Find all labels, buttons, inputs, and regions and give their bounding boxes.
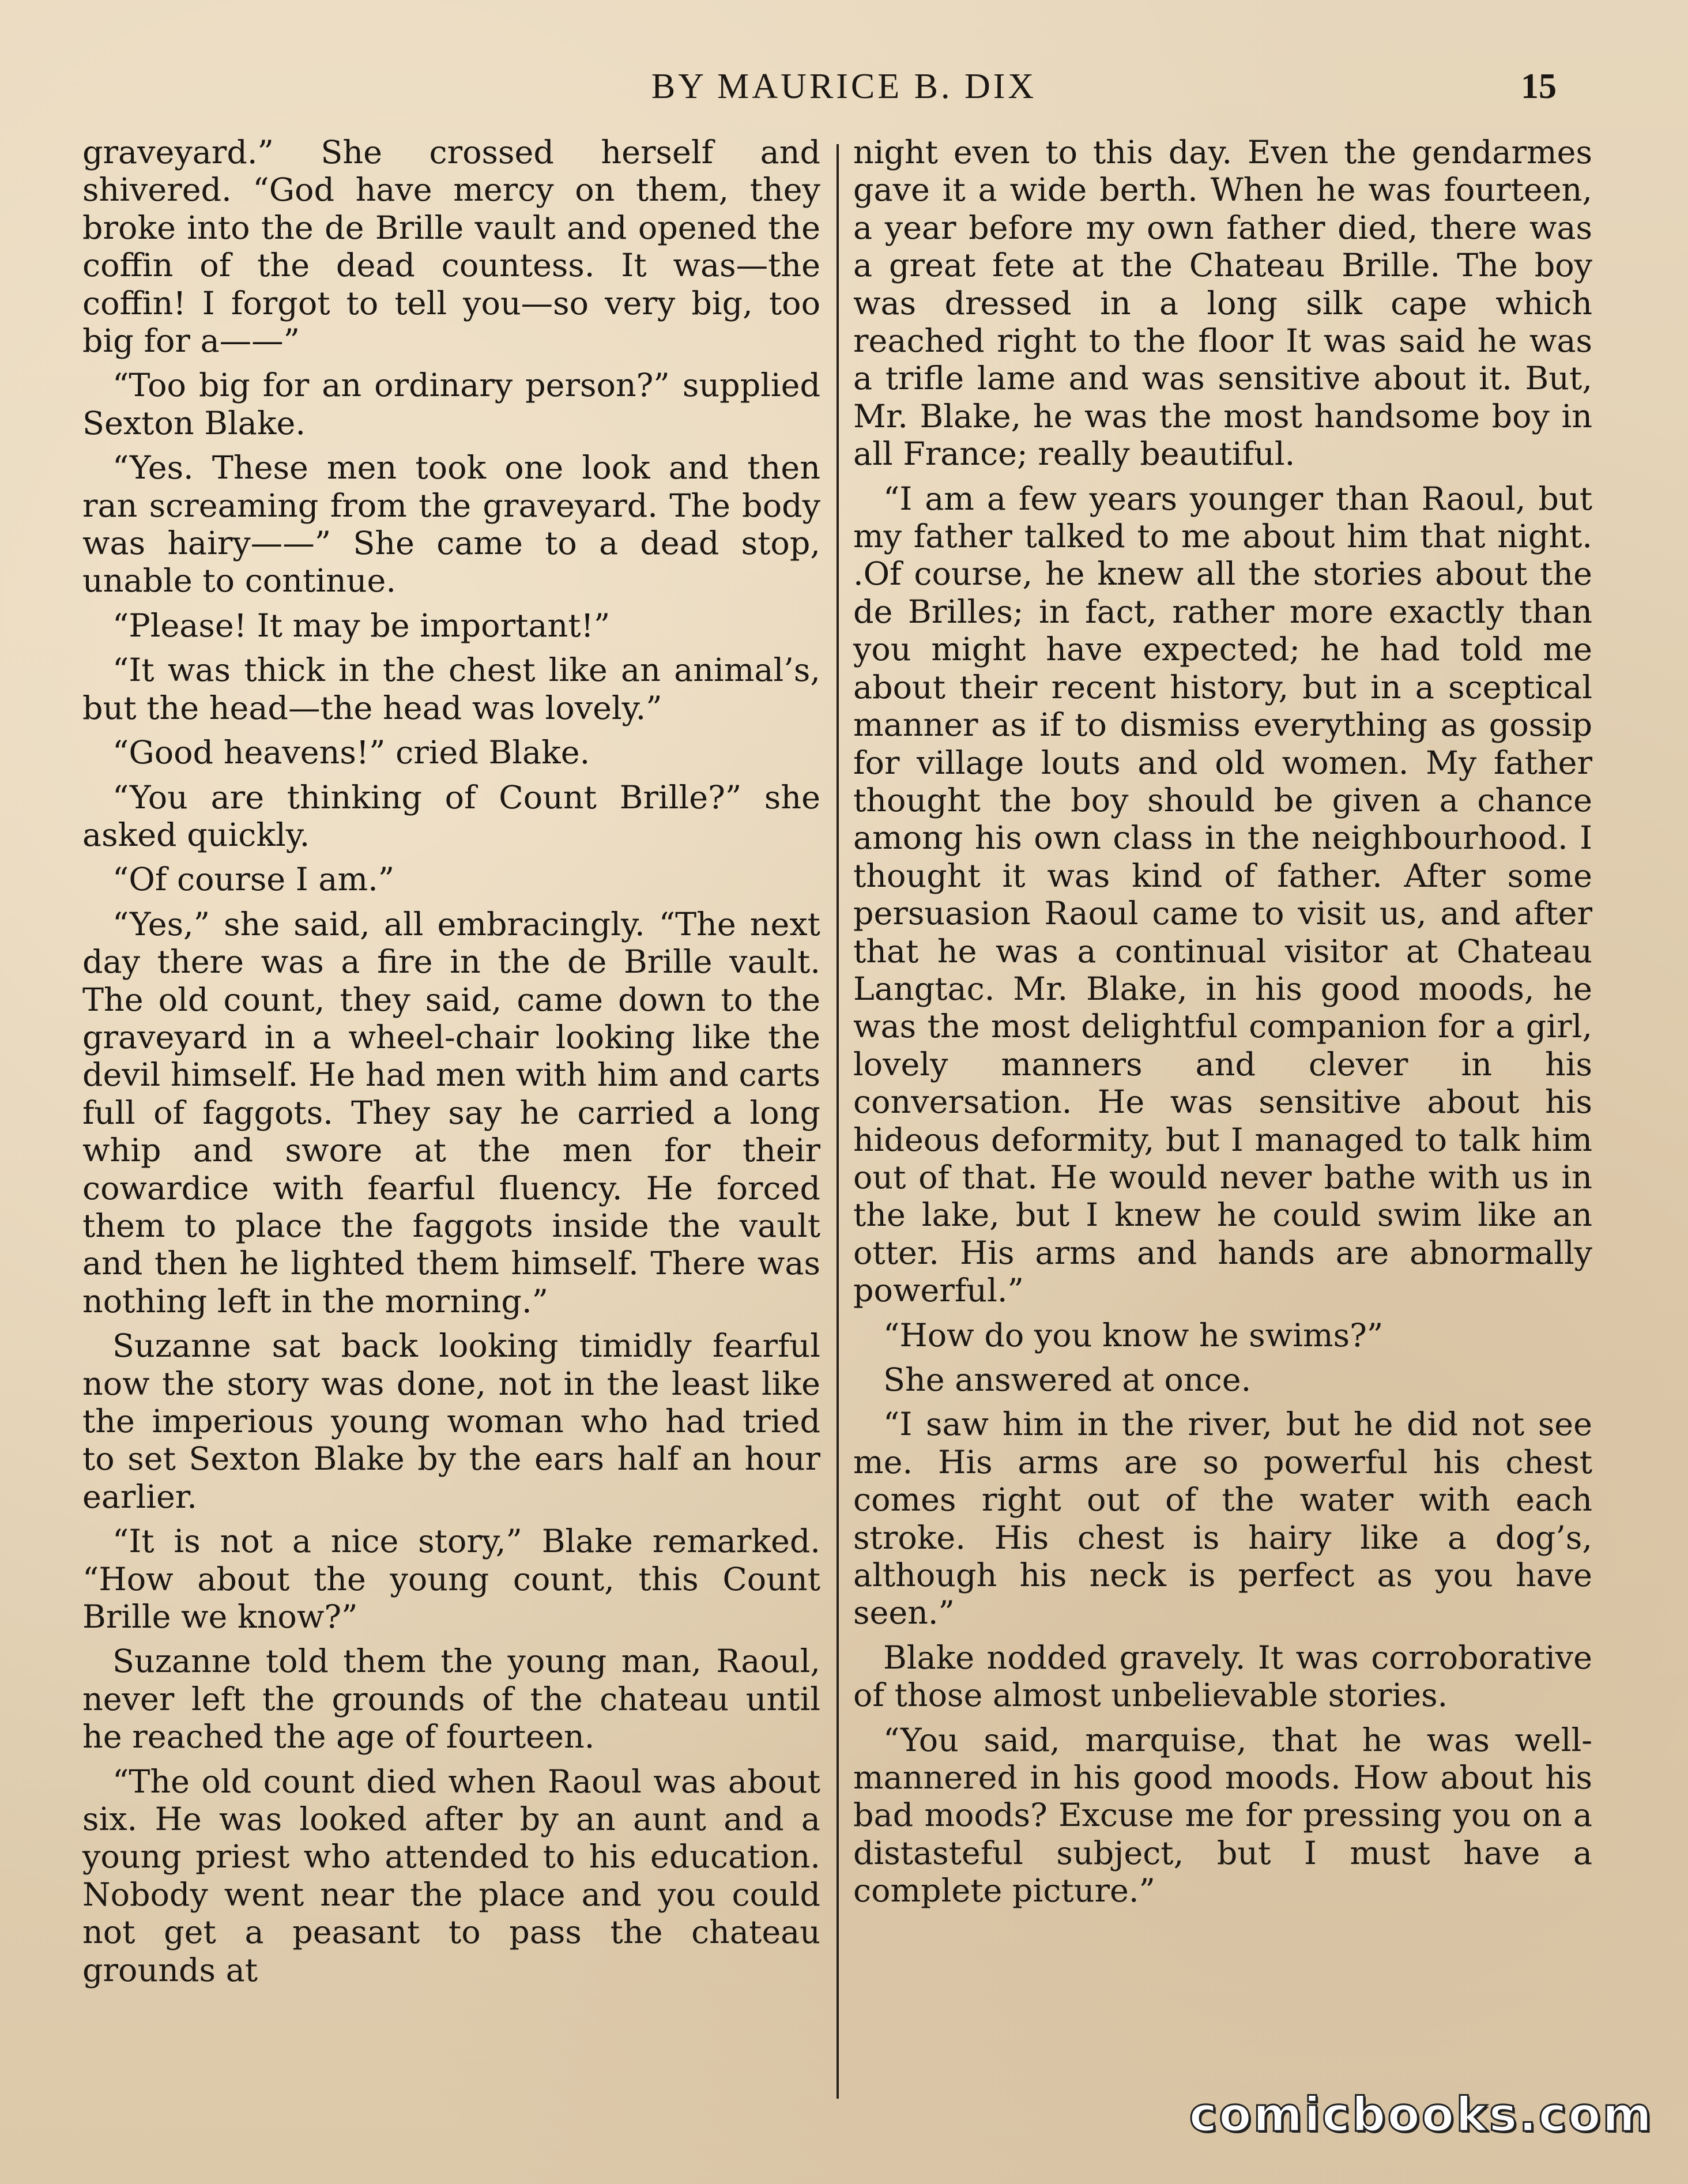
paragraph: “The old count died when Raoul was about six. He was looked after by an aunt and a young priest who attended to his education. Nobody went near the place and you could not get a peasant to pass the chateau grounds at [82, 1763, 820, 1989]
paragraph: “I saw him in the river, but he did not see me. His arms are so powerful his chest comes right out of the water with each stroke. His chest is hairy like a dog’s, although his neck is perfect as you have seen.” [853, 1406, 1592, 1632]
page-number: 15 [1521, 67, 1557, 106]
page-header [0, 66, 1688, 112]
paragraph: graveyard.” She crossed herself and shivered. “God have mercy on them, they broke into the de Brille vault and opened the coffin of the dead countess. It was—the coffin! I forgot to tell you—so very big, too big for a——” [82, 134, 820, 360]
paragraph: “You said, marquise, that he was well-mannered in his good moods. How about his bad moods? Excuse me for pressing you on a distasteful subject, but I must have a complete picture.” [853, 1721, 1592, 1910]
paragraph: “How do you know he swims?” [883, 1316, 1384, 1354]
paragraph: night even to this day. Even the gendarmes gave it a wide berth. When he was fourteen, a year before my own father died, there was a great fete at the Chateau Brille. The boy was dressed in a long silk cape which reached right to the floor It was said he was a trifle lame and was sensitive about it. But, Mr. Blake, he was the most handsome boy in all France; really beautiful. [853, 134, 1592, 473]
paragraph: “I am a few years younger than Raoul, but my father talked to me about him that night. .Of course, he knew all the stories about the de Brilles; in fact, rather more exactly than you might have expected; he had told me about their recent history, but in a sceptical manner as if to dismiss everything as gossip for village louts and old women. My father thought the boy should be given a chance among his own class in the neighbourhood. I thought it was kind of father. After some persuasion Raoul came to visit us, and after that he was a continual visitor at Chateau Langtac. Mr. Blake, in his good moods, he was the most delightful companion for a girl, lovely manners and clever in his conversation. He was sensitive about his hideous deformity, but I managed to talk him out of that. He would never bathe with us in the lake, but I knew he could swim like an otter. His arms and hands are abnormally powerful.” [853, 480, 1592, 1310]
paragraph: “It is not a nice story,” Blake remarked. “How about the young count, this Count Brille we know?” [82, 1523, 820, 1636]
paragraph: “Yes. These men took one look and then ran screaming from the graveyard. The body was hairy——” She came to a dead stop, unable to continue. [82, 449, 820, 600]
paragraph: “Good heavens!” cried Blake. [112, 734, 590, 772]
paragraph: She answered at once. [883, 1361, 1252, 1399]
paragraph: “Please! It may be important!” [112, 607, 611, 645]
running-title: BY MAURICE B. DIX [651, 67, 1037, 106]
left-column [82, 134, 820, 1996]
paragraph: Suzanne told them the young man, Raoul, never left the grounds of the chateau until he reached the age of fourteen. [82, 1643, 820, 1756]
site-watermark: comicbooks.com [1189, 2088, 1653, 2142]
paragraph: Blake nodded gravely. It was corroborative of those almost unbelievable stories. [853, 1639, 1592, 1715]
paragraph: “Too big for an ordinary person?” supplied Sexton Blake. [82, 367, 820, 442]
paragraph: “You are thinking of Count Brille?” she asked quickly. [82, 778, 820, 854]
column-divider [837, 144, 839, 2099]
paragraph: “It was thick in the chest like an animal’s, but the head—the head was lovely.” [82, 652, 820, 727]
paragraph: Suzanne sat back looking timidly fearful now the story was done, not in the least like the imperious young woman who had tried to set Sexton Blake by the ears half an hour earlier. [82, 1327, 820, 1516]
right-column [853, 134, 1592, 1917]
paragraph: “Yes,” she said, all embracingly. “The next day there was a fire in the de Brille vault. The old count, they said, came down to the graveyard in a wheel-chair looking like the devil himself. He had men with him and carts full of faggots. They say he carried a long whip and swore at the men for their cowardice with fearful fluency. He forced them to place the faggots inside the vault and then he lighted them himself. There was nothing left in the morning.” [82, 905, 820, 1320]
paragraph: “Of course I am.” [112, 861, 395, 899]
